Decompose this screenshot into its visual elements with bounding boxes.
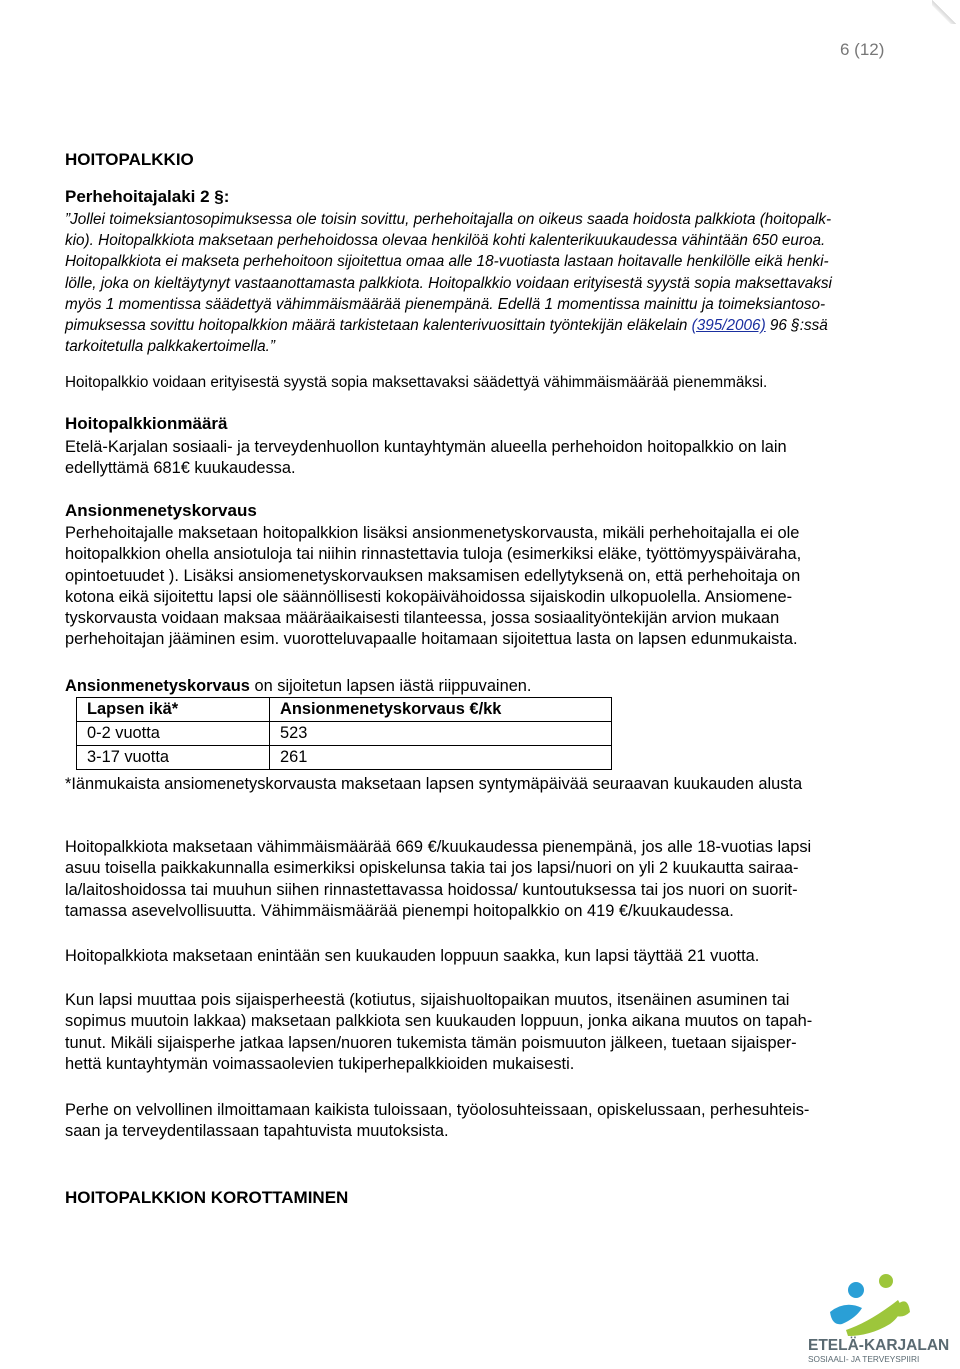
paragraph-fee-end: [65, 946, 933, 967]
table-footnote: *Iänmukaista ansiomenetyskorvausta maksetaan lapsen syntymäpäivää seuraavan kuukauden alusta: [65, 775, 803, 793]
logo-emblem-icon: [790, 1272, 960, 1364]
compensation-paragraph: [65, 523, 933, 651]
table-header-row: [77, 698, 612, 722]
text-line: la/laitoshoidossa tai muuhun siihen rinnastettavassa hoidossa/ kuntoutuksessa tai jos nuori on suorit-: [65, 880, 798, 899]
quote-text: 96 §:ssä: [765, 317, 828, 335]
text-line: saan ja terveydentilassaan tapahtuvista muutoksista.: [65, 1122, 449, 1141]
compensation-table: [76, 697, 612, 770]
text-line: Perhehoitajalle maksetaan hoitopalkkion lisäksi ansionmenetyskorvausta, mikäli perhehoitajalla ei ole: [65, 524, 800, 542]
age-heading-rest: on sijoitetun lapsen iästä riippuvainen.: [249, 677, 532, 695]
text-line: hoitopalkkion ohella ansiotuloja tai niihin rinnastettavia tuloja (esimerkiksi eläke, työttömyyspäiväraha,: [65, 545, 802, 564]
logo-name-text: ETELÄ-KARJALAN: [808, 1337, 950, 1354]
text-line: tamassa asevelvollisuutta. Vähimmäismäärää pienempi hoitopalkkio on 419 €/kuukaudessa.: [65, 901, 734, 920]
text-line: Kun lapsi muuttaa pois sijaisperheestä (kotiutus, sijaishuoltopaikan muutos, itsenäinen asuminen tai: [65, 991, 790, 1009]
quote-line: kio). Hoitopalkkiota maksetaan perhehoidossa olevaa henkilöä kohti kalenterikuukaudessa vähintään 650 euroa.: [65, 232, 826, 250]
table-header-cell: Ansionmenetyskorvaus €/kk: [270, 698, 612, 722]
page-number: 6 (12): [840, 40, 885, 59]
table-header-cell: Lapsen ikä*: [77, 698, 270, 722]
text-line: sopimus muutoin lakkaa) maksetaan palkkiota sen kuukauden loppuun, jonka aikana muutos on tapah-: [65, 1012, 813, 1031]
paragraph-obligation: [65, 1100, 933, 1143]
table-cell: 261: [270, 746, 612, 770]
law-reference-link[interactable]: (395/2006): [691, 317, 766, 335]
text-line: Perhe on velvollinen ilmoittamaan kaikista tuloissaan, työolosuhteissaan, opiskelussaan, perhesuhteis-: [65, 1101, 810, 1119]
quote-line: ”Jollei toimeksiantosopimuksessa ole toisin sovittu, perhehoitajalla on oikeus saada hoidosta palkkiota (hoitopalk-: [65, 211, 832, 228]
text-line: perhehoitajan jääminen esim. vuorotteluvapaalle hoitamaan sijoitettua lasta on lapsen edunmukaista.: [65, 630, 798, 649]
page-corner-fold: [932, 0, 956, 24]
logo-subtitle-text: SOSIAALI- JA TERVEYSPIIRI: [808, 1354, 920, 1364]
age-dependency-line: [65, 676, 933, 697]
table-row: [77, 746, 612, 770]
quote-line: [65, 315, 933, 336]
text-line: opintoetuudet ). Lisäksi ansiomenetyskorvauksen maksamisen edellytyksenä on, että perhehoitaja on: [65, 566, 801, 585]
note-text: Hoitopalkkio voidaan erityisestä syystä sopia maksettavaksi säädettyä vähimmäismäärää pienemmäksi.: [65, 374, 768, 391]
quote-line: Hoitopalkkiota ei makseta perhehoitoon sijoitettua omaa alle 18-vuotiasta lastaan hoitavalle henkilölle eikä henki-: [65, 253, 829, 271]
quote-line: lölle, joka on kieltäytynyt vastaanottamasta palkkiota. Hoitopalkkio voidaan erityisestä syystä sopia maksettavaksi: [65, 274, 832, 292]
table-cell: 3-17 vuotta: [77, 746, 270, 770]
quote-line: myös 1 momentissa säädettyä vähimmäismäärää pienempänä. Edellä 1 momentissa mainittu ja toimeksiantoso-: [65, 295, 826, 313]
amount-heading: Hoitopalkkionmäärä: [65, 414, 228, 433]
table-cell: 0-2 vuotta: [77, 722, 270, 746]
organization-logo: [790, 1272, 960, 1364]
paragraph-moving-out: [65, 990, 933, 1075]
section-title-korottaminen: HOITOPALKKION KOROTTAMINEN: [65, 1188, 349, 1207]
law-heading: Perhehoitajalaki 2 §:: [65, 187, 230, 206]
text-line: Hoitopalkkiota maksetaan enintään sen kuukauden loppuun saakka, kun lapsi täyttää 21 vuotta.: [65, 947, 760, 965]
age-heading-bold: Ansionmenetyskorvaus: [65, 677, 250, 695]
text-line: kotona eikä sijoitettu lapsi ole säännöllisesti kokopäivähoidossa sijaiskodin ulkopuolella. Ansiomene-: [65, 587, 793, 606]
compensation-heading: Ansionmenetyskorvaus: [65, 501, 257, 520]
text-line: tyskorvausta voidaan maksaa määräaikaisesti tilanteessa, jossa sosiaalityöntekijän arvion mukaan: [65, 609, 780, 628]
table-row: [77, 722, 612, 746]
quote-line: tarkoitetulla palkkakertoimella.”: [65, 338, 275, 356]
text-line: asuu toisella paikkakunnalla esimerkiksi opiskelunsa takia tai jos lapsi/nuori on yli 2 kuukautta sairaa-: [65, 859, 799, 878]
text-line: Etelä-Karjalan sosiaali- ja terveydenhuollon kuntayhtymän alueella perhehoidon hoitopalkkio on lain: [65, 438, 787, 456]
paragraph-reduced-fee: [65, 837, 933, 922]
law-quote: [65, 209, 933, 357]
text-line: edellyttämä 681€ kuukaudessa.: [65, 459, 296, 478]
text-line: tunut. Mikäli sijaisperhe jatkaa lapsen/nuoren tukemista tämän poismuuton jälkeen, tuetaan sijaisper-: [65, 1033, 797, 1052]
section-title-hoitopalkkio: HOITOPALKKIO: [65, 150, 194, 169]
quote-text: pimuksessa sovittu hoitopalkkion määrä tarkistetaan kalenterivuosittain työntekijän eläkelain: [65, 317, 692, 335]
text-line: Hoitopalkkiota maksetaan vähimmäismäärää 669 €/kuukaudessa pienempänä, jos alle 18-vuotias lapsi: [65, 838, 812, 856]
text-line: hettä kuntayhtymän voimassaolevien tukiperhepalkkioiden mukaisesti.: [65, 1054, 575, 1073]
table-cell: 523: [270, 722, 612, 746]
amount-paragraph: [65, 437, 933, 480]
